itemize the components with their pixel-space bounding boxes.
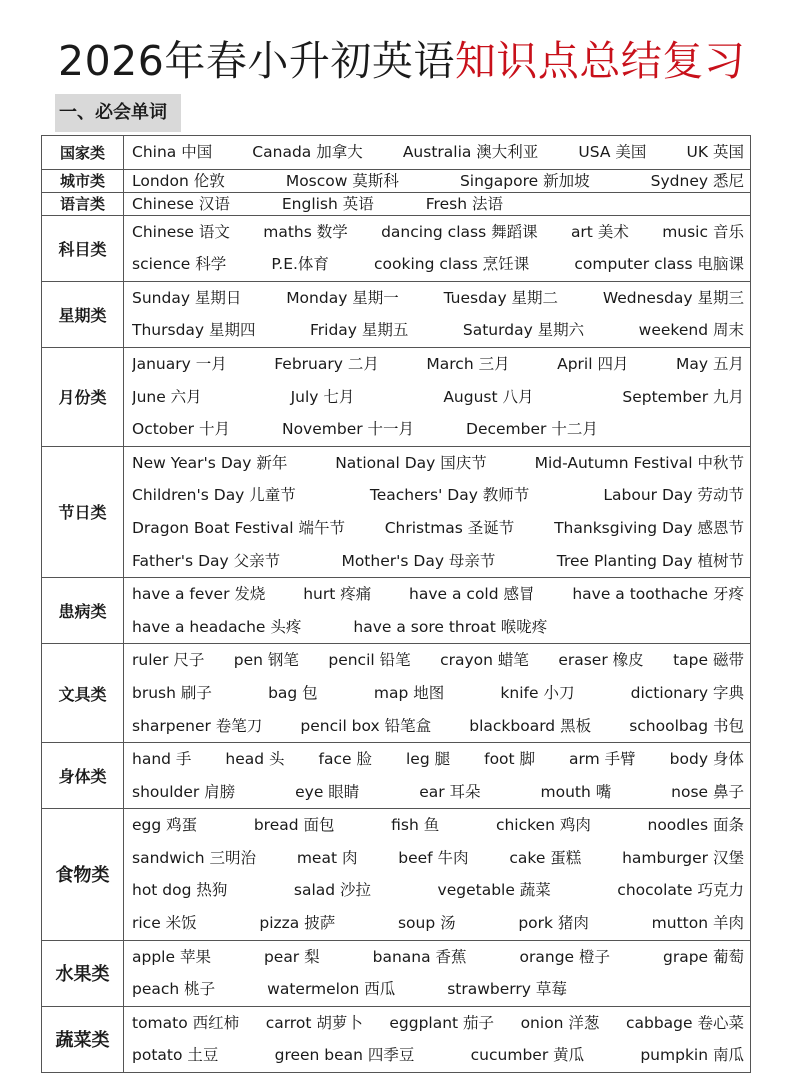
vocab-entry: egg 鸡蛋 [132,816,198,835]
category-words [124,347,751,446]
vocab-entry: pizza 披萨 [259,914,336,933]
word-line [132,1007,744,1040]
table-row [42,578,751,644]
vocab-entry: September 九月 [622,387,744,406]
vocab-entry: Dragon Boat Festival 端午节 [132,518,345,537]
table-row [42,281,751,347]
vocab-entry: foot 脚 [484,750,536,769]
vocab-entry: apple 苹果 [132,947,211,966]
vocab-entry: dancing class 舞蹈课 [381,222,538,241]
word-line [132,776,744,809]
vocab-entry: head 头 [225,750,285,769]
word-line [132,677,744,710]
category-label: 国家类 [42,136,124,170]
word-line [132,348,744,381]
vocab-entry: have a headache 头疼 [132,617,302,636]
vocab-entry: Thanksgiving Day 感恩节 [554,518,744,537]
vocab-entry: carrot 胡萝卜 [265,1013,363,1032]
table-row [42,446,751,577]
vocabulary-table-body [42,136,751,1073]
table-row [42,347,751,446]
vocab-entry: hurt 疼痛 [303,585,372,604]
vocab-entry: body 身体 [669,750,744,769]
vocab-entry: New Year's Day 新年 [132,453,288,472]
vocab-entry: April 四月 [557,354,629,373]
word-line [132,842,744,875]
vocab-entry: chicken 鸡肉 [495,816,591,835]
vocab-entry: soup 汤 [397,914,456,933]
vocab-entry: Australia 澳大利亚 [402,143,539,161]
table-row [42,169,751,192]
word-line [132,907,744,940]
category-label: 语言类 [42,192,124,215]
category-label: 食物类 [42,809,124,940]
vocab-entry: have a cold 感冒 [409,585,535,604]
vocab-entry: pork 猪肉 [518,914,589,933]
title-black-part: 2026年春小升初英语 [58,37,455,85]
vocab-entry: Saturday 星期六 [462,321,585,340]
vocab-entry: science 科学 [132,255,227,274]
vocab-entry: Wednesday 星期三 [602,288,744,307]
vocab-entry: Thursday 星期四 [132,321,256,340]
category-label: 蔬菜类 [42,1006,124,1072]
category-label: 月份类 [42,347,124,446]
vocab-entry: June 六月 [132,387,202,406]
word-line [132,973,744,1006]
vocab-entry: hot dog 热狗 [132,881,228,900]
category-words [124,578,751,644]
vocab-entry: strawberry 草莓 [447,980,567,999]
word-line [132,578,744,611]
vocab-entry: Tree Planting Day 植树节 [556,551,744,570]
word-line [132,170,744,192]
vocab-entry: August 八月 [443,387,534,406]
word-line [132,216,744,249]
vocab-entry: ruler 尺子 [132,651,205,670]
vocab-entry: November 十一月 [281,420,415,439]
category-words [124,644,751,743]
word-line [132,479,744,512]
vocab-entry: face 脸 [318,750,372,769]
vocab-entry: dictionary 字典 [630,683,744,702]
title-red-part: 知识点总结复习 [454,37,746,85]
word-line [132,512,744,545]
vocab-entry: watermelon 西瓜 [267,980,396,999]
vocab-entry: schoolbag 书包 [629,716,744,735]
vocab-entry: May 五月 [676,354,744,373]
vocab-entry: Sunday 星期日 [132,288,242,307]
word-line [132,282,744,315]
vocab-entry: hand 手 [132,750,192,769]
vocab-entry: shoulder 肩膀 [132,782,236,801]
vocab-entry: Sydney 悉尼 [650,171,744,190]
vocab-entry: January 一月 [132,354,227,373]
vocab-entry: Christmas 圣诞节 [384,518,515,537]
vocab-entry: pen 钢笔 [233,651,299,670]
vocab-entry: nose 鼻子 [671,782,744,801]
vocab-entry: Monday 星期一 [286,288,399,307]
vocab-entry: pencil box 铅笔盒 [300,716,432,735]
vocab-entry: vegetable 蔬菜 [437,881,551,900]
vocab-entry: London 伦敦 [132,171,225,190]
category-words [124,281,751,347]
vocab-entry: Friday 星期五 [310,321,409,340]
category-label: 节日类 [42,446,124,577]
vocab-entry: map 地图 [373,683,445,702]
category-label: 星期类 [42,281,124,347]
category-label: 科目类 [42,215,124,281]
vocab-entry: Singapore 新加坡 [459,171,590,190]
word-line [132,381,744,414]
vocab-entry: orange 橙子 [519,947,610,966]
vocab-entry: Teachers' Day 教师节 [369,486,530,505]
vocab-entry: tape 磁带 [673,651,744,670]
word-line [132,193,744,215]
vocab-entry: sandwich 三明治 [132,848,256,867]
vocab-entry: USA 美国 [578,143,647,161]
section-heading: 一、必会单词 [55,94,181,132]
category-words [124,1006,751,1072]
vocab-entry: December 十二月 [466,420,598,439]
vocab-entry: Mid-Autumn Festival 中秋节 [534,453,744,472]
vocab-entry: fish 鱼 [391,816,440,835]
category-label: 文具类 [42,644,124,743]
vocab-entry: art 美术 [570,222,629,241]
vocab-entry: cake 蛋糕 [509,848,582,867]
vocab-entry: noodles 面条 [647,816,744,835]
vocab-entry: grape 葡萄 [662,947,744,966]
vocab-entry: China 中国 [132,143,213,161]
vocab-entry: Canada 加拿大 [252,143,363,161]
vocab-entry: green bean 四季豆 [274,1046,415,1065]
category-words [124,743,751,809]
vocab-entry: October 十月 [132,420,230,439]
table-row [42,644,751,743]
vocab-entry: July 七月 [290,387,355,406]
word-line [132,413,744,446]
vocab-entry: mutton 羊肉 [651,914,744,933]
word-line [132,809,744,842]
vocab-entry: UK 英国 [686,143,744,161]
table-row [42,940,751,1006]
category-words [124,169,751,192]
category-label: 身体类 [42,743,124,809]
word-line [132,248,744,281]
word-line [132,941,744,974]
vocab-entry: have a toothache 牙疼 [572,585,744,604]
vocab-entry: brush 刷子 [132,683,212,702]
vocab-entry: weekend 周末 [638,321,744,340]
vocab-entry: ear 耳朵 [419,782,481,801]
vocab-entry: beef 牛肉 [398,848,469,867]
category-label: 城市类 [42,169,124,192]
word-line [132,1039,744,1072]
vocab-entry: National Day 国庆节 [335,453,487,472]
table-row [42,809,751,940]
vocab-entry: eggplant 茄子 [389,1013,495,1032]
vocab-entry: Labour Day 劳动节 [603,486,744,505]
category-words [124,940,751,1006]
word-line [132,447,744,480]
vocab-entry: onion 洋葱 [520,1013,600,1032]
vocab-entry: Tuesday 星期二 [443,288,559,307]
vocab-entry: bag 包 [268,683,318,702]
table-row [42,136,751,170]
table-row [42,743,751,809]
vocab-entry: blackboard 黑板 [469,716,592,735]
vocab-entry: cooking class 烹饪课 [374,255,530,274]
vocab-entry: March 三月 [426,354,510,373]
vocab-entry: mouth 嘴 [540,782,612,801]
vocab-entry: rice 米饭 [132,914,197,933]
vocab-entry: February 二月 [274,354,379,373]
vocab-entry: potato 土豆 [132,1046,219,1065]
vocab-entry: Mother's Day 母亲节 [341,551,496,570]
vocab-entry: salad 沙拉 [293,881,372,900]
word-line [132,874,744,907]
table-row [42,1006,751,1072]
vocab-entry: hamburger 汉堡 [622,848,744,867]
word-line [132,611,744,644]
vocab-entry: have a fever 发烧 [132,585,266,604]
vocab-entry: English 英语 [281,194,374,213]
vocab-entry: pencil 铅笔 [328,651,411,670]
vocab-entry: pear 梨 [263,947,320,966]
category-words [124,215,751,281]
vocab-entry: knife 小刀 [500,683,575,702]
word-line [132,743,744,776]
word-line [132,314,744,347]
vocab-entry: Moscow 莫斯科 [285,171,399,190]
vocabulary-table [41,135,751,1073]
vocab-entry: bread 面包 [253,816,335,835]
vocab-entry: leg 腿 [406,750,451,769]
word-line [132,136,744,169]
category-label: 水果类 [42,940,124,1006]
page-title [58,30,745,92]
vocab-entry: Fresh 法语 [425,194,503,213]
word-line [132,644,744,677]
vocab-entry: Chinese 汉语 [132,194,230,213]
table-row [42,215,751,281]
vocab-entry: cabbage 卷心菜 [625,1013,744,1032]
category-words [124,809,751,940]
vocab-entry: meat 肉 [296,848,358,867]
vocab-entry: eraser 橡皮 [558,651,644,670]
vocab-entry: chocolate 巧克力 [617,881,744,900]
vocab-entry: eye 眼睛 [295,782,360,801]
word-line [132,545,744,578]
category-words [124,446,751,577]
vocab-entry: arm 手臂 [569,750,636,769]
vocab-entry: P.E.体育 [271,255,329,274]
table-row [42,192,751,215]
vocab-entry: maths 数学 [263,222,348,241]
vocab-entry: peach 桃子 [132,980,216,999]
vocab-entry: pumpkin 南瓜 [640,1046,744,1065]
category-label: 患病类 [42,578,124,644]
vocab-entry: Father's Day 父亲节 [132,551,281,570]
category-words [124,192,751,215]
vocab-entry: cucumber 黄瓜 [470,1046,585,1065]
vocab-entry: computer class 电脑课 [574,255,744,274]
vocab-entry: tomato 西红柿 [132,1013,240,1032]
vocab-entry: music 音乐 [662,222,744,241]
vocab-entry: sharpener 卷笔刀 [132,716,263,735]
category-words [124,136,751,170]
vocab-entry: banana 香蕉 [372,947,467,966]
vocab-entry: have a sore throat 喉咙疼 [353,617,548,636]
vocab-entry: Chinese 语文 [132,222,230,241]
vocab-entry: crayon 蜡笔 [440,651,529,670]
vocab-entry: Children's Day 儿童节 [132,486,296,505]
word-line [132,710,744,743]
